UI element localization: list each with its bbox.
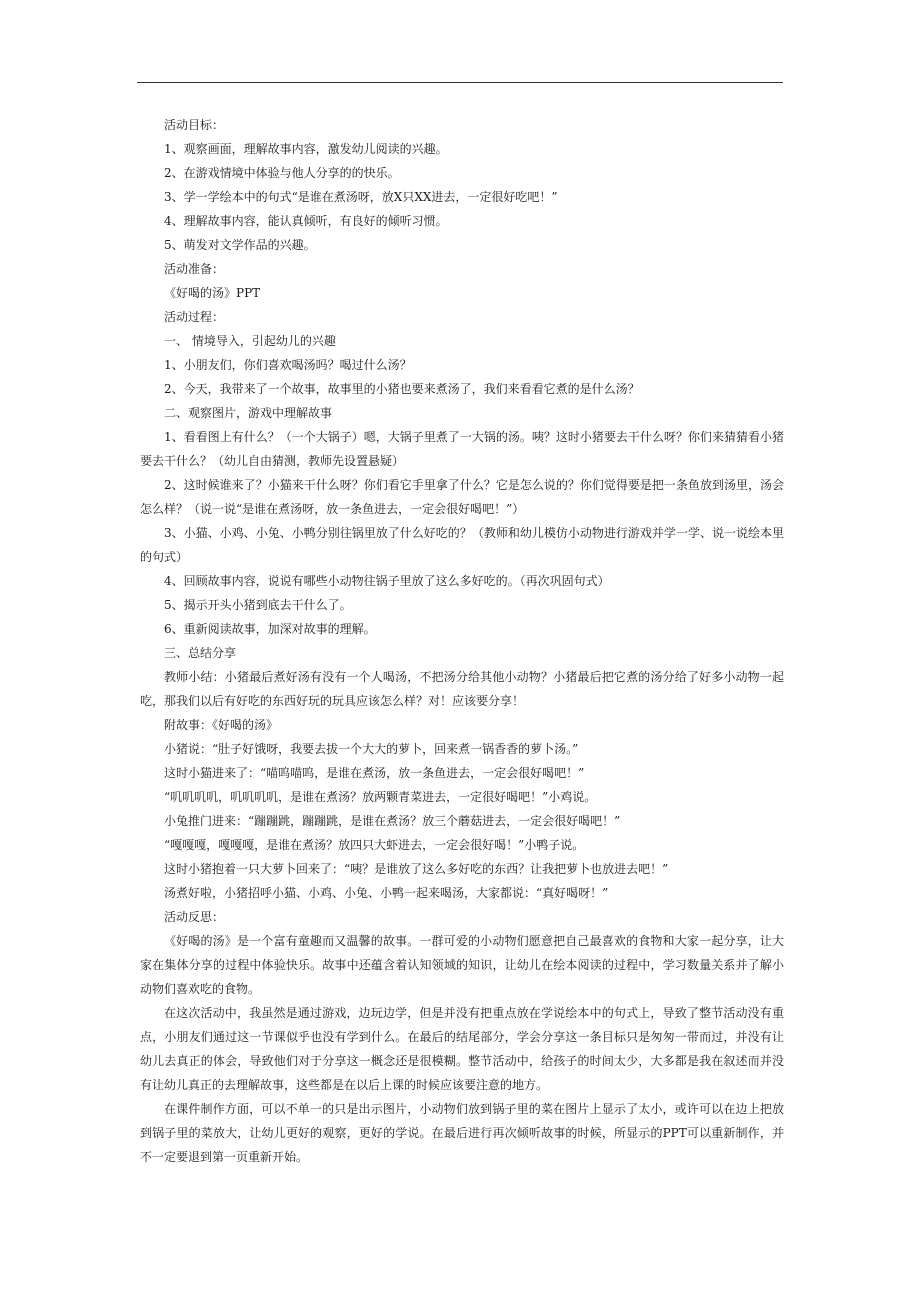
section-two-item: 1、看看图上有什么？（一个大锅子）嗯，大锅子里煮了一大锅的汤。咦？这时小猪要去干什么呀？你们来猜猜看小猪要去干什么？（幼儿自由猜测，教师先设置悬疑） xyxy=(140,430,784,468)
prep-item: 《好喝的汤》PPT xyxy=(164,286,261,300)
story-line: 小兔推门进来：“蹦蹦跳，蹦蹦跳，是谁在煮汤？放三个蘑菇进去，一定会很好喝吧！” xyxy=(164,814,621,828)
goal-item: 3、学一学绘本中的句式“是谁在煮汤呀，放X只XX进去，一定很好吃吧！” xyxy=(164,190,558,204)
process-heading: 活动过程： xyxy=(164,310,225,324)
story-line: 小猪说：“肚子好饿呀，我要去拔一个大大的萝卜，回来煮一锅香香的萝卜汤。” xyxy=(164,742,579,756)
header-rule xyxy=(137,82,783,83)
story-line: 这时小猪抱着一只大萝卜回来了：“咦？是谁放了这么多好吃的东西？让我把萝卜也放进去吧！” xyxy=(164,862,669,876)
reflection-paragraph: 《好喝的汤》是一个富有童趣而又温馨的故事。一群可爱的小动物们愿意把自己最喜欢的食物和大家一起分享，让大家在集体分享的过程中体验快乐。故事中还蕴含着认知领域的知识，让幼儿在绘本阅读的过程中，学习数量关系并了解小动物们喜欢吃的食物。 xyxy=(140,934,784,996)
goal-item: 5、萌发对文学作品的兴趣。 xyxy=(164,238,316,252)
section-one-item: 1、小朋友们，你们喜欢喝汤吗？喝过什么汤？ xyxy=(164,358,412,372)
section-two-item: 5、揭示开头小猪到底去干什么了。 xyxy=(164,598,352,612)
story-heading: 附故事：《好喝的汤》 xyxy=(164,718,279,732)
section-two-item: 2、这时候谁来了？小猫来干什么呀？你们看它手里拿了什么？它是怎么说的？你们觉得要是把一条鱼放到汤里，汤会怎么样？（说一说“是谁在煮汤呀，放一条鱼进去，一定会很好喝吧！”） xyxy=(140,478,784,516)
reflection-paragraph: 在课件制作方面，可以不单一的只是出示图片，小动物们放到锅子里的菜在图片上显示了太小，或许可以在边上把放到锅子里的菜放大，让幼儿更好的观察，更好的学说。在最后进行再次倾听故事的时候，所显示的PPT可以重新制作，并不一定要退到第一页重新开始。 xyxy=(140,1102,784,1164)
section-two-heading: 二、观察图片，游戏中理解故事 xyxy=(164,406,333,420)
goals-heading: 活动目标： xyxy=(164,118,225,132)
section-one-heading: 一、 情境导入，引起幼儿的兴趣 xyxy=(164,334,336,348)
reflection-heading: 活动反思： xyxy=(164,910,225,924)
section-two-item: 3、小猫、小鸡、小兔、小鸭分别往锅里放了什么好吃的？（教师和幼儿模仿小动物进行游戏并学一学、说一说绘本里的句式） xyxy=(140,526,784,564)
goal-item: 1、观察画面，理解故事内容，激发幼儿阅读的兴趣。 xyxy=(164,142,448,156)
story-line: “叽叽叽叽，叽叽叽叽，是谁在煮汤？放两颗青菜进去，一定很好喝吧！”小鸡说。 xyxy=(164,790,597,804)
prep-heading: 活动准备： xyxy=(164,262,225,276)
goal-item: 4、理解故事内容，能认真倾听，有良好的倾听习惯。 xyxy=(164,214,448,228)
section-two-item: 6、重新阅读故事，加深对故事的理解。 xyxy=(164,622,376,636)
story-line: 这时小猫进来了：“喵呜喵呜，是谁在煮汤，放一条鱼进去，一定会很好喝吧！” xyxy=(164,766,585,780)
section-one-item: 2、今天，我带来了一个故事，故事里的小猪也要来煮汤了，我们来看看它煮的是什么汤？ xyxy=(164,382,640,396)
document-body xyxy=(140,113,784,1169)
teacher-summary: 教师小结：小猪最后煮好汤有没有一个人喝汤，不把汤分给其他小动物？小猪最后把它煮的汤分给了好多小动物一起吃，那我们以后有好吃的东西好玩的玩具应该怎么样？对！应该要分享！ xyxy=(140,670,784,708)
story-line: 汤煮好啦，小猪招呼小猫、小鸡、小兔、小鸭一起来喝汤，大家都说：“真好喝呀！” xyxy=(164,886,609,900)
reflection-paragraph: 在这次活动中，我虽然是通过游戏，边玩边学，但是并没有把重点放在学说绘本中的句式上，导致了整节活动没有重点，小朋友们通过这一节课似乎也没有学到什么。在最后的结尾部分，学会分享这一条目标只是匆匆一带而过，并没有让幼儿去真正的体会，导致他们对于分享这一概念还是很模糊。整节活动中，给孩子的时间太少，大多都是我在叙述而并没有让幼儿真正的去理解故事，这些都是在以后上课的时候应该要注意的地方。 xyxy=(140,1006,784,1092)
section-two-item: 4、回顾故事内容，说说有哪些小动物往锅子里放了这么多好吃的。（再次巩固句式） xyxy=(164,574,610,588)
goal-item: 2、在游戏情境中体验与他人分享的的快乐。 xyxy=(164,166,400,180)
section-three-heading: 三、总结分享 xyxy=(164,646,237,660)
story-line: “嘎嘎嘎，嘎嘎嘎，是谁在煮汤？放四只大虾进去，一定会很好喝！”小鸭子说。 xyxy=(164,838,585,852)
